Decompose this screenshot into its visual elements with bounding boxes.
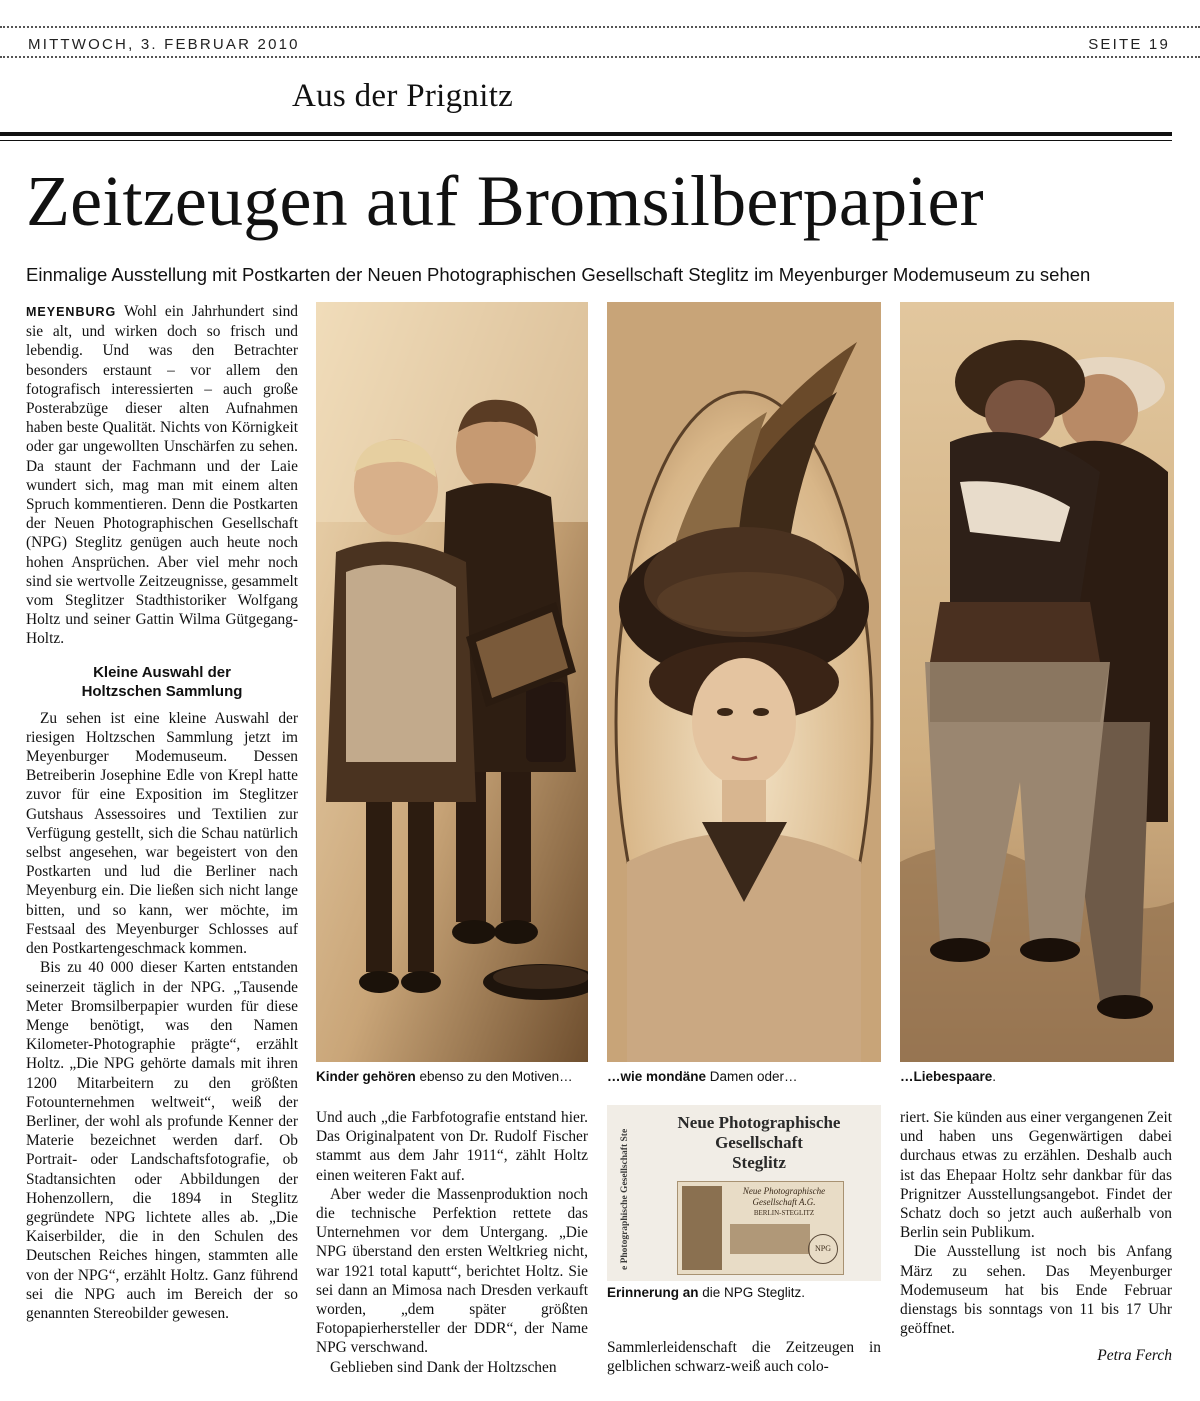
npg-card-portrait [682,1186,722,1270]
col2-paragraph-2: Aber weder die Massenproduktion noch die technische Perfektion rettete das Unternehmen vor dem Untergang. „Die NPG überstand den ersten Weltkrieg nicht, war 1921 total kaputt“, berichtet Holtz. Sie sei dann an Mimosa nach Dresden verkauft worden, „dem später größten Fotopapierhersteller der DDR“, der Name NPG verschwand. [316,1185,588,1357]
top-dotted-rule-lower [0,56,1200,58]
article-column-1 [26,302,298,1323]
npg-card-postcard [677,1181,844,1275]
photo-lady [607,302,881,1062]
col3-paragraph: Sammlerleidenschaft die Zeitzeugen in gelblichen schwarz-weiß auch colo- [607,1339,881,1376]
photo-couple [900,302,1174,1062]
paragraph-3: Bis zu 40 000 dieser Karten entstanden seinerzeit täglich in der NPG. „Tausende Meter Bromsilberpapier wurden für diese Menge benötigt, was den Namen Kilometer-Photographie prägte“, erzählt Holtz. „Die NPG gehörte damals mit ihren 1200 Mitarbeitern zu den größten Fotounternehmen weltweit“, weiß der Berliner, der wohl als profunde Kenner der Materie bezeichnet werden darf. Ob Portrait- oder Landschaftsfotografie, ob Stadtansichten oder Abbildungen der Hohenzollern, die 1894 in Steglitz gegründete NPG lichtete alles ab. „Die Kaiserbilder, die in den Schulen des Deutschen Reiches hingen, stammten alle von der NPG“, erzählt Holtz. Ganz führend sei die NPG auch im Bereich der so genannten Stereobilder gewesen. [26,959,298,1322]
column-subhead-line-1: Kleine Auswahl der [93,663,231,681]
caption-npg [607,1285,805,1300]
npg-card-title-line-2: Gesellschaft [715,1133,803,1152]
npg-card-building [730,1224,810,1254]
npg-card-inner-line-3: BERLIN-STEGLITZ [753,1209,815,1217]
photo-children [316,302,588,1062]
column-subhead [26,663,298,701]
caption-npg-bold: Erinnerung an [607,1285,699,1300]
npg-card-inner-text [728,1186,840,1219]
npg-card-inner-line-1: Neue Photographische [742,1186,826,1196]
caption-couple-bold: …Liebespaare [900,1069,993,1084]
col4-paragraph-1: riert. Sie künden aus einer vergangenen Zeit und haben uns Gegenwärtigen dabei durchaus etwas zu erzählen. Deshalb auch ist das Ehepaar Holtz sehr dankbar für das Prignitzer Ausstellungsangebot. Findet der Schatz doch so jetzt auch außerhalb von Berlin sein Publikum. [900,1109,1172,1242]
caption-couple-rest: . [992,1069,997,1084]
caption-lady-rest: Damen oder… [706,1069,798,1084]
caption-children [316,1069,573,1084]
col4-paragraph-2: Die Ausstellung ist noch bis Anfang März zu sehen. Das Meyenburger Modemuseum hat bis Ende Februar dienstags bis sonntags von 11 bis 17 Uhr geöffnet. [900,1243,1172,1338]
caption-npg-rest: die NPG Steglitz. [698,1285,806,1300]
intro-paragraph [26,302,298,649]
section-rule-thin [0,140,1172,141]
author-byline: Petra Ferch [1097,1347,1172,1365]
npg-card-title-line-3: Steglitz [732,1153,786,1172]
issue-date: MITTWOCH, 3. FEBRUAR 2010 [28,36,300,53]
section-title: Aus der Prignitz [292,78,514,114]
npg-card-title [637,1113,881,1173]
article-column-3 [607,1338,881,1376]
article-column-2 [316,1108,588,1377]
intro-text: Wohl ein Jahrhundert sind sie alt, und wirken doch so frisch und lebendig. Und was den Betrachter besonders erstaunt – vor allem den fotografisch interessierten – auch große Posterabzüge dieser alten Aufnahmen haben beste Qualität. Nichts von Körnigkeit oder gar ungewollten Unschärfen zu sehen. Da staunt der Fachmann und der Laie wundert sich, mag man mit einem alten Spruch kommentieren. Denn die Postkarten der Neuen Photographischen Gesellschaft (NPG) Steglitz genügen auch heute noch hohen Ansprüchen. Aber viel mehr noch sind sie wertvolle Zeitzeugnisse, gesammelt vom Steglitzer Stadthistoriker Wolfgang Holtz und seiner Gattin Wilma Gütgegang-Holtz. [26,303,298,648]
col2-paragraph-1: Und auch „die Farbfotografie entstand hier. Das Originalpatent von Dr. Rudolf Fischer stammt aus dem Jahr 1911“, zählt Holtz einen weiteren Fakt auf. [316,1109,588,1184]
col2-paragraph-3: Geblieben sind Dank der Holtzschen [330,1358,557,1376]
column-subhead-line-2: Holtzschen Sammlung [81,682,243,700]
caption-couple [900,1069,996,1084]
page-number: SEITE 19 [1088,36,1170,53]
caption-lady-bold: …wie mondäne [607,1069,707,1084]
photo-npg-card [607,1105,881,1281]
subheadline: Einmalige Ausstellung mit Postkarten der Neuen Photographischen Gesellschaft Steglitz im Meyenburger Modemuseum zu sehen [26,264,1091,285]
headline: Zeitzeugen auf Bromsilberpapier [26,161,984,241]
top-dotted-rule [0,26,1200,28]
caption-children-rest: ebenso zu den Motiven… [415,1069,573,1084]
paragraph-2: Zu sehen ist eine kleine Auswahl der riesigen Holtzschen Sammlung jetzt im Meyenburger Modemuseum. Dessen Betreiberin Josephine Edle von Krepl hatte zuvor für eine Exposition im Steglitzer Gutshaus Assessoires und Textilien zur Verfügung gestellt, sich die Schau natürlich selbst angesehen, war begeistert von den Postkarten und lud die Berliner nach Meyenburg ein. Die ließen sich nicht lange bitten, und so kann, wer möchte, im Festsaal des Meyenburger Schlosses auf den Postkartengeschmack kommen. [26,709,298,958]
npg-card-side-text: e Photographische Gesellschaft Ste [620,1128,630,1270]
article-column-4 [900,1108,1172,1366]
dateline: MEYENBURG [26,305,117,319]
npg-card-title-line-1: Neue Photographische [677,1113,841,1132]
npg-card-inner-line-2: Gesellschaft A.G. [752,1197,816,1207]
caption-lady [607,1069,798,1084]
section-rule-thick [0,132,1172,136]
npg-logo: NPG [808,1234,838,1264]
caption-children-bold: Kinder gehören [316,1069,416,1084]
